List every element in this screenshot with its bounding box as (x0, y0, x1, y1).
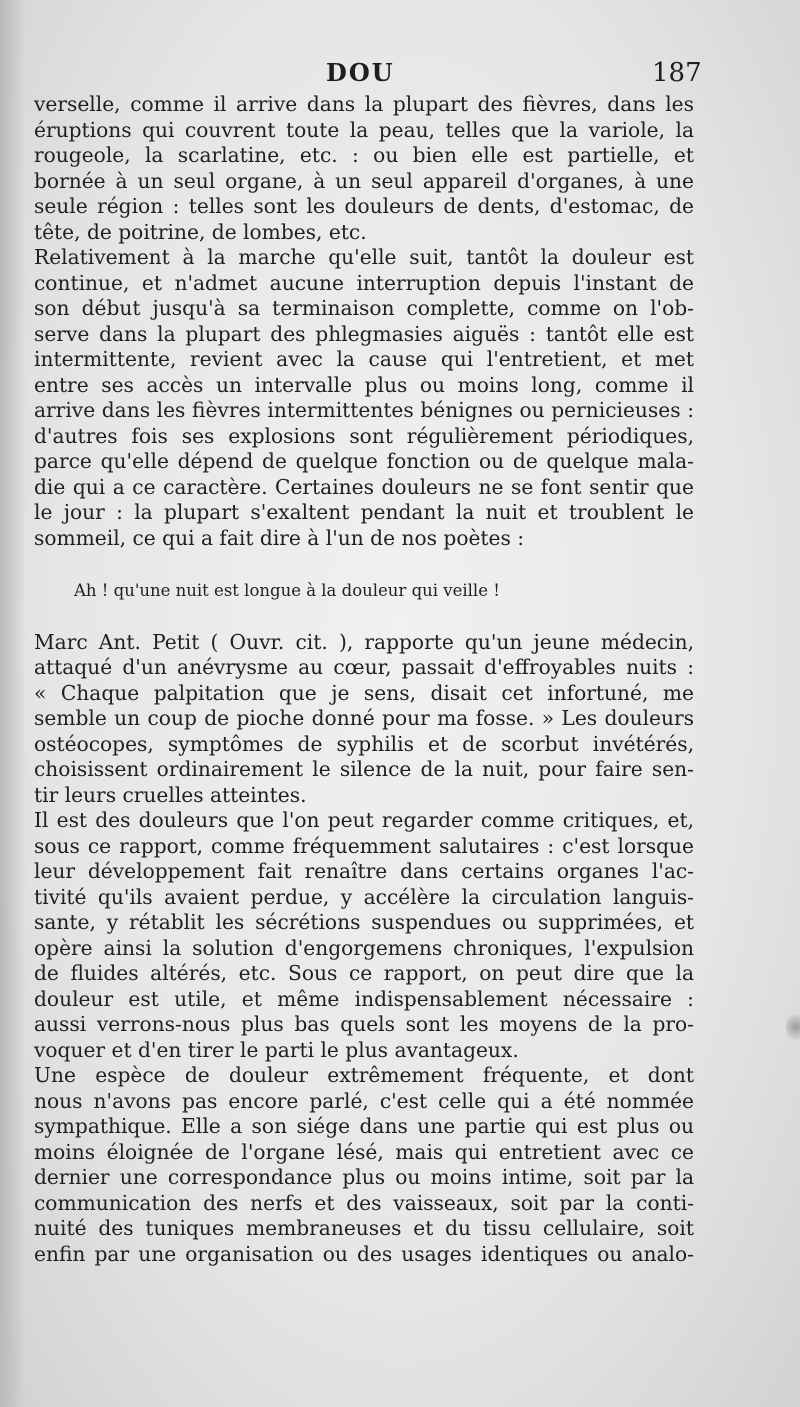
verse-quote: Ah ! qu'une nuit est longue à la douleur qui veille ! (74, 581, 500, 600)
text-line: enfin par une organisation ou des usages identiques ou analo- (34, 1241, 694, 1266)
text-line: douleur est utile, et même indispensablement nécessaire : (34, 986, 694, 1011)
text-line: leur développement fait renaître dans certains organes l'ac- (34, 859, 694, 883)
running-head: DOU (326, 58, 395, 87)
text-line: continue, et n'admet aucune interruption depuis l'instant de (34, 270, 694, 295)
text-line: verselle, comme il arrive dans la plupart des fièvres, dans les (34, 92, 694, 116)
text-line: semble un coup de pioche donné pour ma fosse. » Les douleurs (34, 706, 694, 730)
text-line: nous n'avons pas encore parlé, c'est celle qui a été nommée (34, 1088, 694, 1113)
text-line: tivité qu'ils avaient perdue, y accélère la circulation languis- (34, 884, 694, 909)
text-line: voquer et d'en tirer le parti le plus avantageux. (34, 1037, 519, 1062)
text-line: parce qu'elle dépend de quelque fonction ou de quelque mala- (34, 449, 694, 473)
text-line: communication des nerfs et des vaisseaux, soit par la conti- (34, 1190, 694, 1215)
text-line: sympathique. Elle a son siége dans une partie qui est plus ou (34, 1114, 694, 1138)
text-line: ostéocopes, symptômes de syphilis et de scorbut invétérés, (34, 731, 694, 756)
page-header (0, 58, 800, 92)
text-line: attaqué d'un anévrysme au cœur, passait d'effroyables nuits : (34, 655, 694, 679)
text-line: moins éloignée de l'organe lésé, mais qui entretient avec ce (34, 1139, 694, 1164)
text-line: son début jusqu'à sa terminaison complette, comme on l'ob- (34, 296, 694, 320)
text-line: arrive dans les fièvres intermittentes bénignes ou pernicieuses : (34, 398, 694, 422)
text-line: Une espèce de douleur extrêmement fréquente, et dont (34, 1063, 694, 1087)
text-line: nuité des tuniques membraneuses et du tissu cellulaire, soit (34, 1216, 694, 1240)
text-line: die qui a ce caractère. Certaines douleurs ne se font sentir que (34, 474, 694, 499)
text-line: de fluides altérés, etc. Sous ce rapport, on peut dire que la (34, 961, 694, 985)
text-line: bornée à un seul organe, à un seul appareil d'organes, à une (34, 168, 694, 193)
text-line: Il est des douleurs que l'on peut regarder comme critiques, et, (34, 808, 694, 832)
text-line: Marc Ant. Petit ( Ouvr. cit. ), rapporte qu'un jeune médecin, (34, 629, 694, 654)
text-line: opère ainsi la solution d'engorgemens chroniques, l'expulsion (34, 935, 694, 960)
text-line: rougeole, la scarlatine, etc. : ou bien elle est partielle, et (34, 143, 694, 167)
text-line: Relativement à la marche qu'elle suit, tantôt la douleur est (34, 245, 694, 269)
text-line: serve dans la plupart des phlegmasies aiguës : tantôt elle est (34, 321, 694, 346)
page-stain (786, 1010, 800, 1044)
text-line: le jour : la plupart s'exaltent pendant la nuit et troublent le (34, 500, 694, 524)
text-line: intermittente, revient avec la cause qui l'entretient, et met (34, 347, 694, 371)
text-line: sante, y rétablit les sécrétions suspendues ou supprimées, et (34, 910, 694, 934)
page-number: 187 (652, 58, 702, 88)
text-line: choisissent ordinairement le silence de la nuit, pour faire sen- (34, 757, 694, 781)
text-line: tête, de poitrine, de lombes, etc. (34, 219, 367, 244)
text-line: dernier une correspondance plus ou moins intime, soit par la (34, 1165, 694, 1189)
text-line: tir leurs cruelles atteintes. (34, 782, 307, 807)
text-line: « Chaque palpitation que je sens, disait cet infortuné, me (34, 680, 694, 705)
text-line: sommeil, ce qui a fait dire à l'un de nos poètes : (34, 525, 525, 550)
text-line: d'autres fois ses explosions sont régulièrement périodiques, (34, 423, 694, 448)
text-line: entre ses accès un intervalle plus ou moins long, comme il (34, 372, 694, 397)
page-body (34, 92, 694, 1267)
text-line: seule région : telles sont les douleurs de dents, d'estomac, de (34, 194, 694, 218)
text-line: éruptions qui couvrent toute la peau, telles que la variole, la (34, 117, 694, 142)
page-shadow-edge (0, 0, 26, 1407)
text-line: aussi verrons-nous plus bas quels sont les moyens de la pro- (34, 1012, 694, 1036)
text-line: sous ce rapport, comme fréquemment salutaires : c'est lorsque (34, 833, 694, 858)
